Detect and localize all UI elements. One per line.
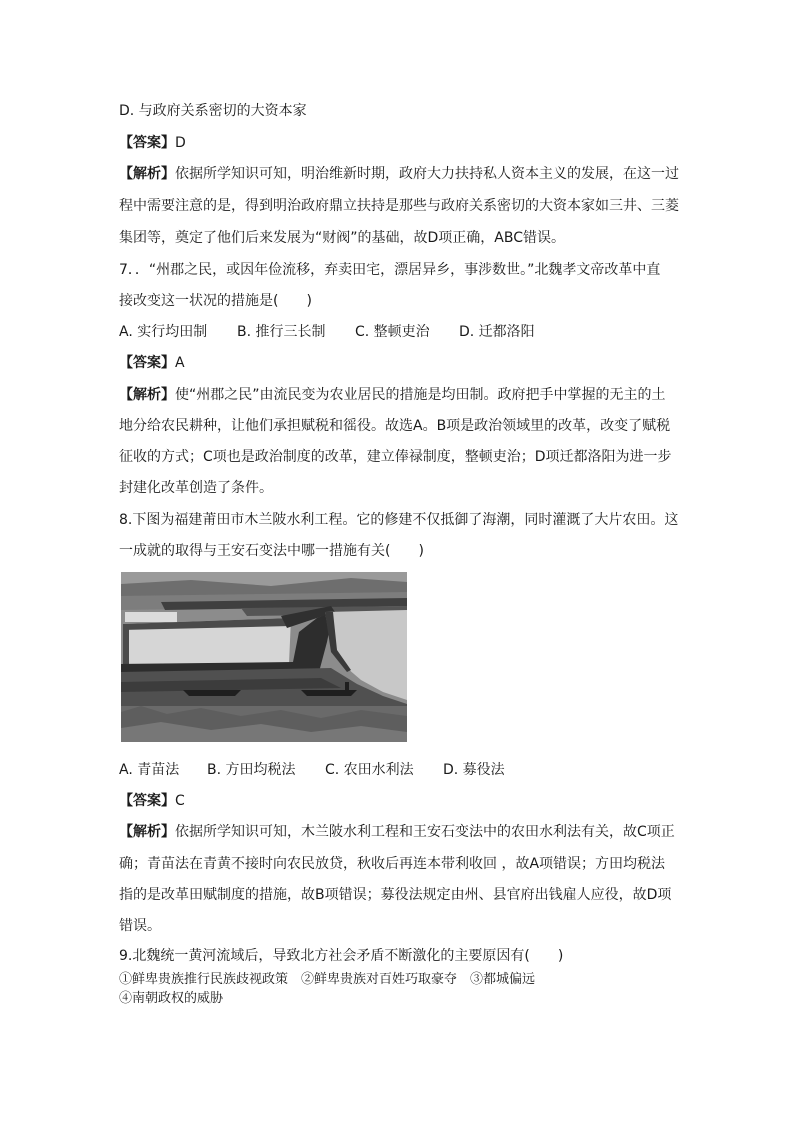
answer-value: A	[175, 355, 185, 371]
q7-option-b: B. 推行三长制	[237, 324, 326, 340]
q6-answer	[119, 133, 186, 153]
q7-option-c: C. 整顿吏治	[355, 324, 430, 340]
q7-analysis-line-3: 征收的方式；C项也是政治制度的改革，建立俸禄制度，整顿吏治；D项迁都洛阳为进一步	[119, 449, 672, 465]
q8-option-d: D. 募役法	[443, 762, 505, 778]
q7-option-d: D. 迁都洛阳	[459, 324, 535, 340]
q7-analysis-line-2: 地分给农民耕种，让他们承担赋税和徭役。故选A。B项是政治领域里的改革，改变了赋税	[119, 418, 671, 434]
answer-value: C	[175, 793, 185, 809]
analysis-text: 使“州郡之民”由流民变为农业居民的措施是均田制。政府把手中掌握的无主的土	[175, 387, 666, 403]
answer-label: 【答案】	[119, 355, 175, 371]
q8-option-c: C. 农田水利法	[325, 762, 414, 778]
q8-analysis-line-3: 指的是改革田赋制度的措施，故B项错误；募役法规定由州、县官府出钱雇人应役，故D项	[119, 887, 672, 903]
analysis-label: 【解析】	[119, 166, 175, 182]
analysis-label: 【解析】	[119, 824, 175, 840]
q8-stem-line-2: 一成就的取得与王安石变法中哪一措施有关( )	[119, 543, 424, 559]
q7-answer	[119, 353, 185, 373]
q6-option-d: D. 与政府关系密切的大资本家	[119, 103, 307, 119]
analysis-text: 依据所学知识可知，明治维新时期，政府大力扶持私人资本主义的发展，在这一过	[175, 166, 679, 182]
q6-analysis-line-3: 集团等，奠定了他们后来发展为“财阀”的基础，故D项正确，ABC错误。	[119, 230, 565, 246]
q9-choices-line-2: ④南朝政权的威胁	[119, 991, 224, 1006]
q8-answer	[119, 791, 185, 811]
answer-label: 【答案】	[119, 135, 175, 151]
analysis-label: 【解析】	[119, 387, 175, 403]
mulan-weir-photo	[121, 572, 407, 742]
q7-stem-line-1: 7．．“州郡之民，或因年俭流移，弃卖田宅，漂居异乡，事涉数世。”北魏孝文帝改革中直	[119, 262, 661, 278]
q8-analysis-line-4: 错误。	[119, 918, 161, 934]
q6-analysis-line-1	[119, 164, 679, 184]
q6-analysis-line-2: 程中需要注意的是，得到明治政府鼎立扶持是那些与政府关系密切的大资本家如三井、三菱	[119, 198, 679, 214]
q9-choices-line-1: ①鲜卑贵族推行民族歧视政策 ②鲜卑贵族对百姓巧取豪夺 ③都城偏远	[119, 972, 536, 987]
q7-stem-line-2: 接改变这一状况的措施是( )	[119, 293, 312, 309]
q8-stem-line-1: 8.下图为福建莆田市木兰陂水利工程。它的修建不仅抵御了海潮，同时灌溉了大片农田。这	[119, 512, 679, 528]
analysis-text: 依据所学知识可知，木兰陂水利工程和王安石变法中的农田水利法有关，故C项正	[175, 824, 675, 840]
q7-analysis-line-4: 封建化改革创造了条件。	[119, 480, 273, 496]
q7-option-a: A. 实行均田制	[119, 324, 208, 340]
q7-options	[119, 322, 535, 342]
q8-option-a: A. 青苗法	[119, 762, 180, 778]
answer-label: 【答案】	[119, 793, 175, 809]
q8-analysis-line-2: 确；青苗法在青黄不接时向农民放贷，秋收后再连本带利收回 ，故A项错误；方田均税法	[119, 856, 666, 872]
q8-analysis-line-1	[119, 822, 675, 842]
q8-options	[119, 760, 505, 780]
q9-stem: 9.北魏统一黄河流域后，导致北方社会矛盾不断激化的主要原因有( )	[119, 948, 564, 964]
answer-value: D	[175, 135, 186, 151]
q8-option-b: B. 方田均税法	[207, 762, 296, 778]
q7-analysis-line-1	[119, 385, 666, 405]
